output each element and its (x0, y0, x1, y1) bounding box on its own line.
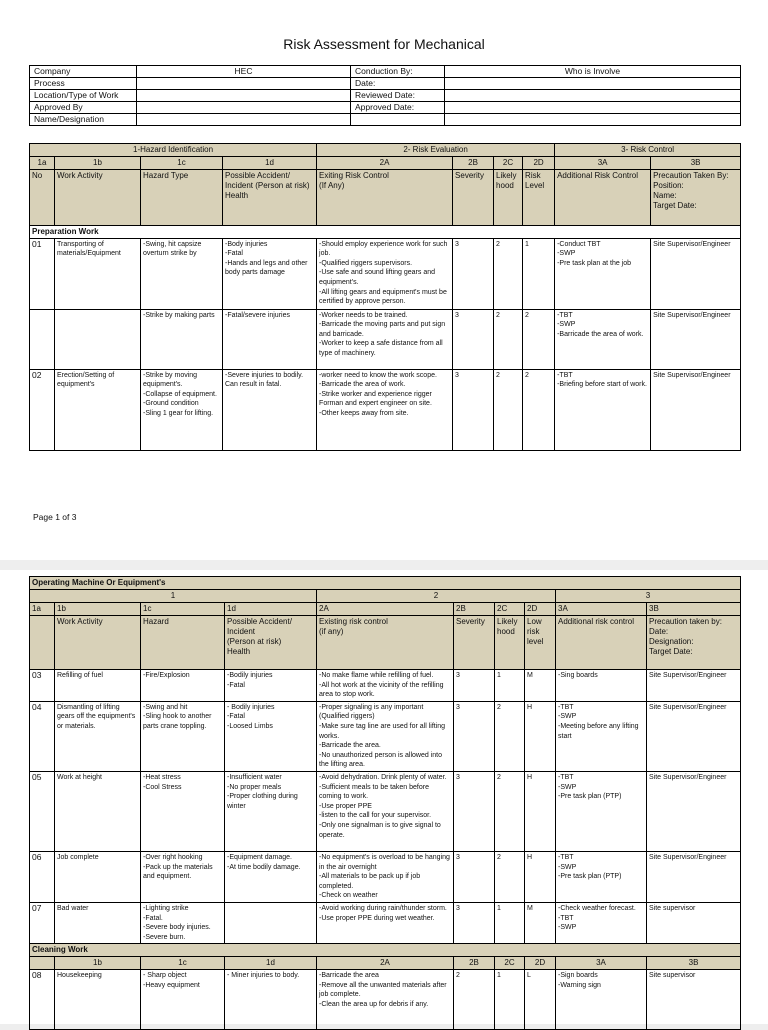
code-1d: 1d (223, 157, 317, 170)
row-cell: 2 (523, 369, 555, 450)
reviewed-label: Reviewed Date: (351, 90, 445, 102)
row-cell: -No make flame while refilling of fuel. -All hot work at the vicinity of the refilling area to stop work. (317, 670, 454, 702)
group-risk-evaluation: 2- Risk Evaluation (317, 144, 555, 157)
row-cell: 2 (495, 851, 525, 902)
row-cell: -TBT -SWP -Barricade the area of work. (555, 309, 651, 369)
row-cell: -Fire/Explosion (141, 670, 225, 702)
row-cell: - Bodily injuries -Fatal -Loosed Limbs (225, 701, 317, 771)
row-cell: 2 (454, 970, 495, 1030)
row-cell: Site supervisor (647, 970, 741, 1030)
row-cell: 3 (453, 238, 494, 309)
row-cell: 07 (30, 902, 55, 943)
row-cell (30, 309, 55, 369)
row-cell: 05 (30, 771, 55, 851)
code-1d: 1d (225, 603, 317, 616)
head-existing-control: Exiting Risk Control (If Any) (317, 170, 453, 226)
row-cell: 3 (454, 701, 495, 771)
row-cell: Job complete (55, 851, 141, 902)
row-cell: 1 (495, 670, 525, 702)
group-hazard-identification: 1-Hazard Identification (30, 144, 317, 157)
conduction-label: Conduction By: (351, 66, 445, 78)
code-1a: 1a (30, 157, 55, 170)
row-cell: Erection/Setting of equipment's (55, 369, 141, 450)
code-3b: 3B (647, 603, 741, 616)
head-precaution: Precaution Taken By: Position: Name: Target Date: (651, 170, 741, 226)
row-cell: -Avoid dehydration. Drink plenty of water. -Sufficient meals to be taken before coming to work. -Use proper PPE -listen to the call for your supervisor. -Only one signalman is to give signal to operate. (317, 771, 454, 851)
approved-date-label: Approved Date: (351, 102, 445, 114)
row-cell: -Sign boards -Warning sign (556, 970, 647, 1030)
head-additional-control: Additional risk control (556, 616, 647, 670)
head-work-activity: Work Activity (55, 170, 141, 226)
row-cell: 02 (30, 369, 55, 450)
code-2a: 2A (317, 157, 453, 170)
row-cell: M (525, 902, 556, 943)
row-cell: -Heat stress -Cool Stress (141, 771, 225, 851)
row-cell: H (525, 701, 556, 771)
risk-table-2 (29, 576, 741, 1030)
head-precaution: Precaution taken by: Date: Designation: Target Date: (647, 616, 741, 670)
row-cell: 1 (495, 902, 525, 943)
code-1c: 1c (141, 957, 225, 970)
code-1b: 1b (55, 157, 141, 170)
group-3: 3 (556, 590, 741, 603)
row-cell (55, 309, 141, 369)
process-label: Process (30, 78, 137, 90)
row-cell: -Swing, hit capsize overturn strike by (141, 238, 223, 309)
name-label: Name/Designation (30, 114, 137, 126)
code-2b: 2B (454, 603, 495, 616)
code-1a: 1a (30, 603, 55, 616)
head-likelihood: Likely hood (495, 616, 525, 670)
row-cell: -Severe injuries to bodily. Can result in fatal. (223, 369, 317, 450)
code-1b: 1b (55, 603, 141, 616)
row-cell: 04 (30, 701, 55, 771)
row-cell: -Should employ experience work for such job. -Qualified riggers supervisors. -Use safe and sound lifting gears and equipment's. -All lifting gears and equipment's must be certified by approve person. (317, 238, 453, 309)
row-cell: -worker need to know the work scope. -Barricade the area of work. -Strike worker and experience rigger Forman and expert engineer on site. -Other keeps away from site. (317, 369, 453, 450)
row-cell: -Conduct TBT -SWP -Pre task plan at the job (555, 238, 651, 309)
code-2c: 2C (494, 157, 523, 170)
info-table (29, 65, 741, 126)
code-3b: 3B (647, 957, 741, 970)
row-cell: Housekeeping (55, 970, 141, 1030)
row-cell: -Check weather forecast. -TBT -SWP (556, 902, 647, 943)
row-cell: -Strike by moving equipment's. -Collapse of equipment. -Ground condition -Sling 1 gear for lifting. (141, 369, 223, 450)
row-cell: Site Supervisor/Engineer (647, 701, 741, 771)
row-cell: Work at height (55, 771, 141, 851)
code-2d: 2D (525, 603, 556, 616)
row-cell: 2 (494, 309, 523, 369)
row-cell: -Insufficient water -No proper meals -Proper clothing during winter (225, 771, 317, 851)
row-cell: 2 (494, 238, 523, 309)
code-3b: 3B (651, 157, 741, 170)
head-hazard-type: Hazard Type (141, 170, 223, 226)
row-cell: -Lighting strike -Fatal. -Severe body injuries. -Severe burn. (141, 902, 225, 943)
row-cell: 3 (453, 369, 494, 450)
row-cell: -Sing boards (556, 670, 647, 702)
row-cell: -TBT -SWP -Pre task plan (PTP) (556, 851, 647, 902)
row-cell: -Strike by making parts (141, 309, 223, 369)
row-cell: M (525, 670, 556, 702)
row-cell: Refilling of fuel (55, 670, 141, 702)
code-2a: 2A (317, 957, 454, 970)
row-cell: -TBT -Briefing before start of work. (555, 369, 651, 450)
code-2b: 2B (453, 157, 494, 170)
code-1c: 1c (141, 603, 225, 616)
code-3a: 3A (555, 157, 651, 170)
row-cell: L (525, 970, 556, 1030)
head-hazard: Hazard (141, 616, 225, 670)
group-2: 2 (317, 590, 556, 603)
row-cell (225, 902, 317, 943)
row-cell: Site Supervisor/Engineer (647, 670, 741, 702)
group-1: 1 (30, 590, 317, 603)
row-cell: -Equipment damage. -At time bodily damage. (225, 851, 317, 902)
date-label: Date: (351, 78, 445, 90)
row-cell: 2 (523, 309, 555, 369)
row-cell: 03 (30, 670, 55, 702)
row-cell: 1 (495, 970, 525, 1030)
section-operating-machine: Operating Machine Or Equipment's (30, 577, 741, 590)
code-2b: 2B (454, 957, 495, 970)
row-cell: Site supervisor (647, 902, 741, 943)
row-cell: -Worker needs to be trained. -Barricade the moving parts and put sign and barricade. -Worker to keep a safe distance from all type of machinery. (317, 309, 453, 369)
head-risk-level: Low risk level (525, 616, 556, 670)
head-existing-control: Existing risk control (if any) (317, 616, 454, 670)
row-cell: -Barricade the area -Remove all the unwanted materials after job complete. -Clean the area up for debris if any. (317, 970, 454, 1030)
row-cell: -TBT -SWP -Meeting before any lifting start (556, 701, 647, 771)
row-cell: -Bodily injuries -Fatal (225, 670, 317, 702)
row-cell: -TBT -SWP -Pre task plan (PTP) (556, 771, 647, 851)
row-cell: 01 (30, 238, 55, 309)
row-cell: 06 (30, 851, 55, 902)
row-cell: -Avoid working during rain/thunder storm. -Use proper PPE during wet weather. (317, 902, 454, 943)
code-1c: 1c (141, 157, 223, 170)
row-cell: - Sharp object -Heavy equipment (141, 970, 225, 1030)
row-cell: Site Supervisor/Engineer (651, 369, 741, 450)
row-cell: 3 (454, 851, 495, 902)
row-cell: 1 (523, 238, 555, 309)
row-cell: -Over right hooking -Pack up the materials and equipment. (141, 851, 225, 902)
section-preparation-work: Preparation Work (30, 226, 741, 239)
head-severity: Severity (453, 170, 494, 226)
row-cell: Site Supervisor/Engineer (651, 238, 741, 309)
code-2d: 2D (523, 157, 555, 170)
head-possible-accident: Possible Accident/ Incident (Person at risk) Health (223, 170, 317, 226)
location-label: Location/Type of Work (30, 90, 137, 102)
company-value: HEC (137, 66, 351, 78)
code-2c: 2C (495, 957, 525, 970)
row-cell: - Miner injuries to body. (225, 970, 317, 1030)
risk-table-1 (29, 143, 741, 451)
code-2d: 2D (525, 957, 556, 970)
head-likelihood: Likely hood (494, 170, 523, 226)
row-cell: 2 (494, 369, 523, 450)
row-cell: -Swing and hit -Sling hook to another parts crane toppling. (141, 701, 225, 771)
group-risk-control: 3- Risk Control (555, 144, 741, 157)
code-3a: 3A (556, 957, 647, 970)
head-blank (30, 616, 55, 670)
row-cell: Bad water (55, 902, 141, 943)
row-cell: -Fatal/severe injuries (223, 309, 317, 369)
row-cell: Dismantling of lifting gears off the equipment's or materials. (55, 701, 141, 771)
row-cell: -Body injuries -Fatal -Hands and legs and other body parts damage (223, 238, 317, 309)
code-3a: 3A (556, 603, 647, 616)
approved-by-label: Approved By (30, 102, 137, 114)
company-label: Company (30, 66, 137, 78)
head-work-activity: Work Activity (55, 616, 141, 670)
code-1d: 1d (225, 957, 317, 970)
row-cell: 3 (454, 902, 495, 943)
head-additional-control: Additional Risk Control (555, 170, 651, 226)
row-cell: -Proper signaling is any important (Qualified riggers) -Make sure tag line are used for all lifting works. -Barricade the area. -No unauthorized person is allowed into the lifting area. (317, 701, 454, 771)
row-cell: 3 (453, 309, 494, 369)
head-possible-accident: Possible Accident/ Incident (Person at risk) Health (225, 616, 317, 670)
head-severity: Severity (454, 616, 495, 670)
code-1b: 1b (55, 957, 141, 970)
row-cell: 3 (454, 670, 495, 702)
row-cell: -No equipment's is overload to be hanging in the air overnight -All materials to be pack up if job completed. -Check on weather (317, 851, 454, 902)
document-title: Risk Assessment for Mechanical (283, 36, 485, 52)
conduction-value: Who is Involve (445, 66, 741, 78)
row-cell: 2 (495, 771, 525, 851)
row-cell: 2 (495, 701, 525, 771)
row-cell: Site Supervisor/Engineer (647, 851, 741, 902)
row-cell: 08 (30, 970, 55, 1030)
row-cell: Transporting of materials/Equipment (55, 238, 141, 309)
head-risk-level: Risk Level (523, 170, 555, 226)
row-cell: H (525, 851, 556, 902)
code-2a: 2A (317, 603, 454, 616)
section-cleaning-work: Cleaning Work (30, 944, 741, 957)
row-cell: Site Supervisor/Engineer (647, 771, 741, 851)
code-2c: 2C (495, 603, 525, 616)
row-cell: Site Supervisor/Engineer (651, 309, 741, 369)
row-cell: H (525, 771, 556, 851)
row-cell: 3 (454, 771, 495, 851)
page-number: Page 1 of 3 (33, 512, 77, 522)
head-no: No (30, 170, 55, 226)
